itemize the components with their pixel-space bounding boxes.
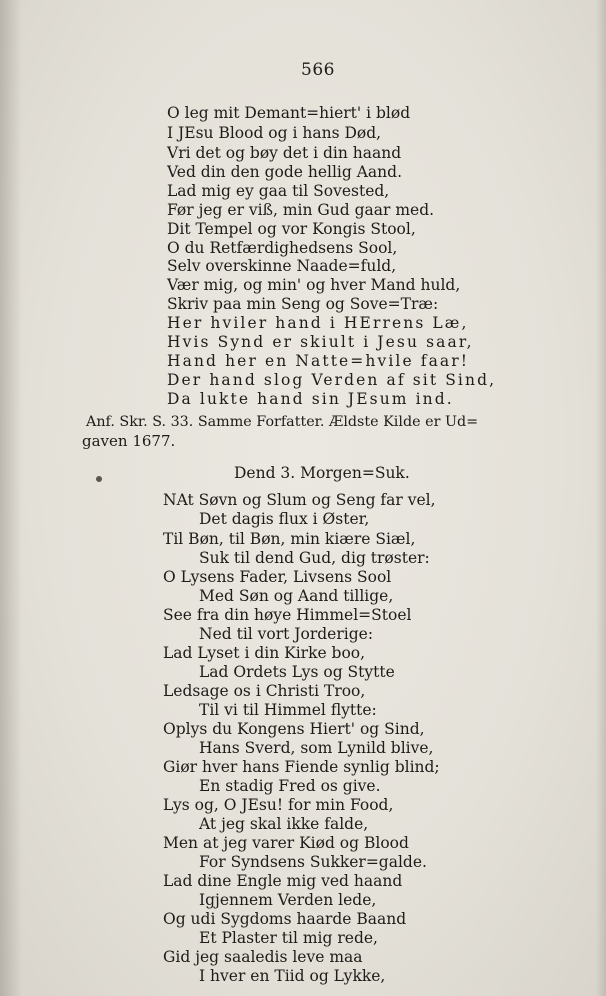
verse-line-spaced: Der hand slog Verden af sit Sind, xyxy=(167,371,497,389)
verse-line: See fra din høye Himmel=Stoel xyxy=(163,606,412,624)
verse-line: Lad dine Engle mig ved haand xyxy=(163,872,403,890)
verse-line: Lad mig ey gaa til Sovested, xyxy=(167,182,390,200)
verse-line-indented: Det dagis flux i Øster, xyxy=(199,510,370,528)
page-number: 566 xyxy=(301,60,335,80)
verse-line-indented: At jeg skal ikke falde, xyxy=(199,815,369,833)
verse-line-spaced: Hvis Synd er skiult i Jesu saar, xyxy=(167,333,474,351)
verse-line: Ved din den gode hellig Aand. xyxy=(167,163,403,181)
verse-line: Lys og, O JEsu! for min Food, xyxy=(163,796,394,814)
paper-speck xyxy=(96,476,102,482)
verse-line: Vær mig, og min' og hver Mand huld, xyxy=(167,276,461,294)
verse-line: Men at jeg varer Kiød og Blood xyxy=(163,834,409,852)
verse-line-spaced: Da lukte hand sin JEsum ind. xyxy=(167,390,454,408)
verse-line: Gid jeg saaledis leve maa xyxy=(163,948,363,966)
verse-line: Oplys du Kongens Hiert' og Sind, xyxy=(163,720,425,738)
verse-line: O leg mit Demant=hiert' i blød xyxy=(167,104,411,122)
verse-line: Skriv paa min Seng og Sove=Træ: xyxy=(167,295,439,313)
verse-line: Ledsage os i Christi Troo, xyxy=(163,682,366,700)
verse-line-indented: Igjennem Verden lede, xyxy=(199,891,377,909)
verse-line-indented: Til vi til Himmel flytte: xyxy=(199,701,377,719)
verse-line: Vri det og bøy det i din haand xyxy=(167,144,402,162)
hymn-title: Dend 3. Morgen=Suk. xyxy=(234,464,410,482)
verse-line-indented: I hver en Tiid og Lykke, xyxy=(199,967,386,985)
source-note-line: gaven 1677. xyxy=(82,432,176,450)
verse-line: NAt Søvn og Slum og Seng far vel, xyxy=(163,491,436,509)
verse-line: I JEsu Blood og i hans Død, xyxy=(167,124,382,142)
verse-line: Til Bøn, til Bøn, min kiære Siæl, xyxy=(163,530,416,548)
verse-line-indented: Suk til dend Gud, dig trøster: xyxy=(199,549,430,567)
verse-line: Selv overskinne Naade=fuld, xyxy=(167,257,397,275)
verse-line: Lad Lyset i din Kirke boo, xyxy=(163,644,366,662)
edge-shadow xyxy=(596,0,606,996)
verse-line: O du Retfærdighedsens Sool, xyxy=(167,239,398,257)
verse-line-indented: Ned til vort Jorderige: xyxy=(199,625,374,643)
verse-line-indented: Et Plaster til mig rede, xyxy=(199,929,378,947)
verse-line: Giør hver hans Fiende synlig blind; xyxy=(163,758,440,776)
source-note-line: Anf. Skr. S. 33. Samme Forfatter. Ældste Kilde er Ud= xyxy=(86,414,479,430)
verse-line-spaced: Hand her en Natte=hvile faar! xyxy=(167,352,470,370)
verse-line: O Lysens Fader, Livsens Sool xyxy=(163,568,392,586)
binding-shadow xyxy=(0,0,22,996)
verse-line: Og udi Sygdoms haarde Baand xyxy=(163,910,407,928)
verse-line-indented: Lad Ordets Lys og Stytte xyxy=(199,663,395,681)
verse-line-indented: Med Søn og Aand tillige, xyxy=(199,587,394,605)
verse-line: Dit Tempel og vor Kongis Stool, xyxy=(167,220,416,238)
verse-line-indented: For Syndsens Sukker=galde. xyxy=(199,853,427,871)
verse-line: Før jeg er viß, min Gud gaar med. xyxy=(167,201,435,219)
verse-line-indented: En stadig Fred os give. xyxy=(199,777,381,795)
verse-line-indented: Hans Sverd, som Lynild blive, xyxy=(199,739,434,757)
verse-line-spaced: Her hviler hand i HErrens Læ, xyxy=(167,314,469,332)
